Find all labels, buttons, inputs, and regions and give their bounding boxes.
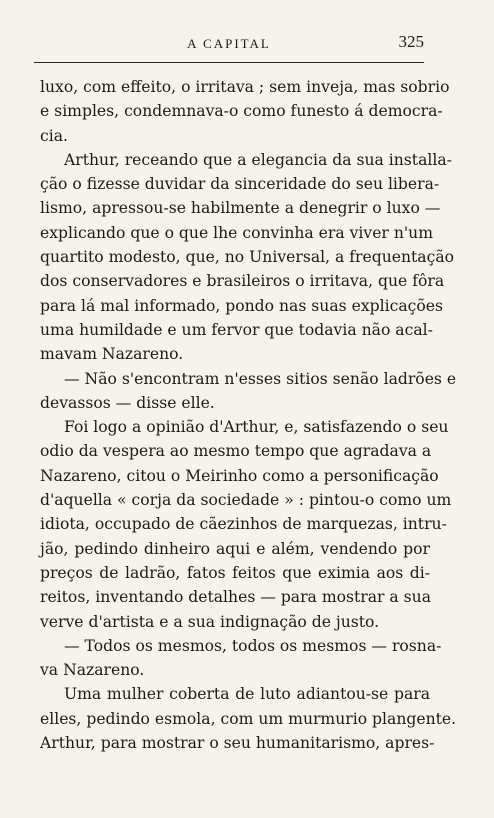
- text-line: ção o fizesse duvidar da sinceridade do seu libera-: [40, 175, 440, 194]
- text-line: mavam Nazareno.: [40, 345, 184, 364]
- paragraph: [40, 634, 442, 683]
- text-line: Nazareno, citou o Meirinho como a personificação: [40, 466, 439, 485]
- text-line: lismo, apressou-se habilmente a denegrir o luxo —: [40, 199, 441, 218]
- text-line: d'aquella « corja da sociedade » : pintou-o como um: [40, 491, 452, 510]
- body-text: [40, 75, 457, 755]
- text-line: Arthur, para mostrar o seu humanitarismo, apres-: [40, 734, 435, 753]
- header-rule: [34, 62, 424, 63]
- text-line: cia.: [40, 126, 68, 145]
- text-line: quartito modesto, que, no Universal, a frequentação: [40, 248, 455, 267]
- paragraph: [40, 415, 452, 634]
- text-line: — Todos os mesmos, todos os mesmos — rosna-: [64, 636, 442, 655]
- text-line: Uma mulher coberta de luto adiantou-se para: [64, 685, 430, 704]
- text-line: odio da vespera ao mesmo tempo que agradava a: [40, 442, 432, 461]
- text-line: preços de ladrão, fatos feitos que eximia aos di-: [40, 563, 430, 582]
- page-number: 325: [398, 32, 424, 51]
- text-line: reitos, inventando detalhes — para mostrar a sua: [40, 588, 432, 607]
- text-line: — Não s'encontram n'esses sitios senão ladrões e: [64, 369, 457, 388]
- text-line: Foi logo a opinião d'Arthur, e, satisfazendo o seu: [64, 418, 449, 437]
- paragraph: [40, 682, 457, 755]
- running-title: A CAPITAL: [187, 36, 271, 51]
- text-line: explicando que o que lhe convinha era viver n'um: [40, 223, 434, 242]
- text-line: para lá mal informado, pondo nas suas explicações: [40, 296, 443, 315]
- text-line: luxo, com effeito, o irritava ; sem inveja, mas sobrio: [40, 78, 450, 96]
- text-line: va Nazareno.: [40, 661, 145, 680]
- text-line: e simples, condemnava-o como funesto á democra-: [40, 102, 443, 121]
- text-line: elles, pedindo esmola, com um murmurio plangente.: [40, 709, 457, 728]
- text-line: jão, pedindo dinheiro aqui e além, vendendo por: [40, 539, 430, 558]
- paragraph: [40, 148, 455, 367]
- text-line: idiota, occupado de cãezinhos de marquezas, intru-: [40, 515, 447, 534]
- text-line: uma humildade e um fervor que todavia não acal-: [40, 320, 433, 339]
- text-line: dos conservadores e brasileiros o irritava, que fôra: [40, 272, 445, 291]
- paragraph: [40, 75, 450, 148]
- text-line: devassos — disse elle.: [40, 393, 215, 412]
- page-header: [34, 34, 424, 60]
- text-line: verve d'artista e a sua indignação de justo.: [40, 612, 380, 631]
- paragraph: [40, 367, 457, 416]
- text-line: Arthur, receando que a elegancia da sua installa-: [64, 150, 452, 169]
